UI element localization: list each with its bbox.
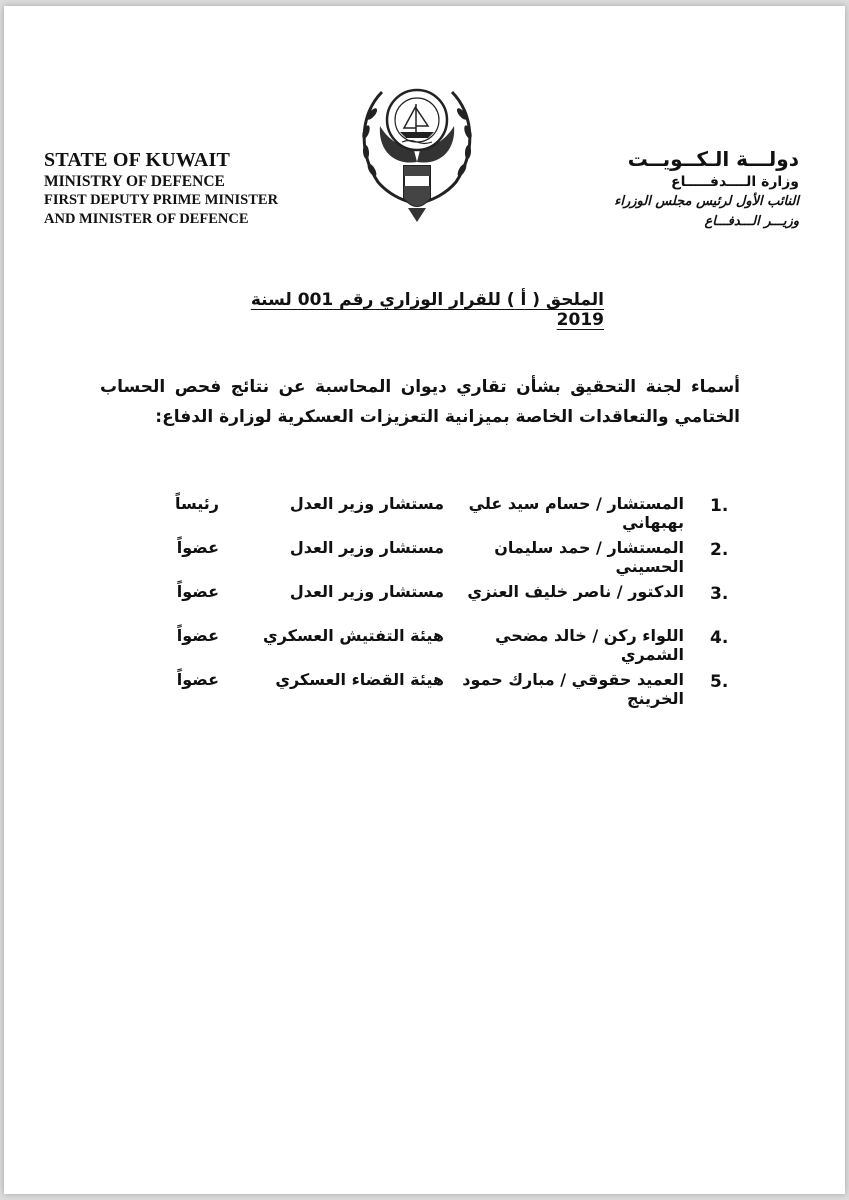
member-role: رئيساً (174, 494, 219, 513)
member-name: اللواء ركن / خالد مضحي الشمري (495, 626, 684, 664)
intro-paragraph: أسماء لجنة التحقيق بشأن تقاري ديوان المحاسبة عن نتائج فحص الحساب الختامي والتعاقدات الخاصة بميزانية التعزيزات العسكرية لوزارة الدفاع: (100, 377, 740, 427)
arabic-letterhead (539, 146, 799, 232)
member-name: المستشار / حمد سليمان الحسيني (494, 538, 684, 576)
member-affiliation: مستشار وزير العدل (289, 582, 444, 601)
member-number: 5. (710, 672, 729, 692)
member-role: عضواً (176, 582, 219, 601)
member-name: المستشار / حسام سيد علي بهبهاني (468, 494, 684, 532)
member-affiliation: هيئة القضاء العسكري (275, 670, 444, 689)
member-number: 1. (710, 496, 729, 516)
list-item (124, 660, 744, 708)
title-line1-ar: النائب الأول لرئيس مجلس الوزراء (614, 194, 799, 209)
member-name: العميد حقوقي / مبارك حمود الخرينج (462, 670, 684, 708)
member-number: 2. (710, 540, 729, 560)
state-name-en: STATE OF KUWAIT (44, 149, 230, 171)
committee-members-list (124, 484, 744, 708)
member-affiliation: مستشار وزير العدل (289, 538, 444, 557)
ministry-name-en: MINISTRY OF DEFENCE (44, 173, 225, 190)
member-number: 3. (710, 584, 729, 604)
list-item (124, 528, 744, 576)
member-role: عضواً (176, 626, 219, 645)
title-line1-en: FIRST DEPUTY PRIME MINISTER (44, 192, 279, 208)
title-line2-ar: وزيـــر الـــدفـــاع (704, 214, 799, 229)
title-line2-en: AND MINISTER OF DEFENCE (44, 211, 249, 227)
kuwait-emblem-icon (352, 74, 482, 224)
member-role: عضواً (176, 538, 219, 557)
member-role: عضواً (176, 670, 219, 689)
member-affiliation: هيئة التفتيش العسكري (263, 626, 444, 645)
state-name-ar: دولـــة الـكــويــت (627, 147, 799, 171)
member-number: 4. (710, 628, 729, 648)
list-item (124, 616, 744, 664)
member-name: الدكتور / ناصر خليف العنزي (467, 582, 684, 601)
ministry-name-ar: وزارة الــــدفـــــاع (671, 174, 799, 190)
list-item (124, 484, 744, 532)
annex-title: الملحق ( أ ) للقرار الوزاري رقم 001 لسنة 2019 (250, 290, 604, 330)
english-letterhead (44, 148, 284, 229)
list-item (124, 572, 744, 616)
document-page (4, 6, 845, 1194)
member-affiliation: مستشار وزير العدل (289, 494, 444, 513)
